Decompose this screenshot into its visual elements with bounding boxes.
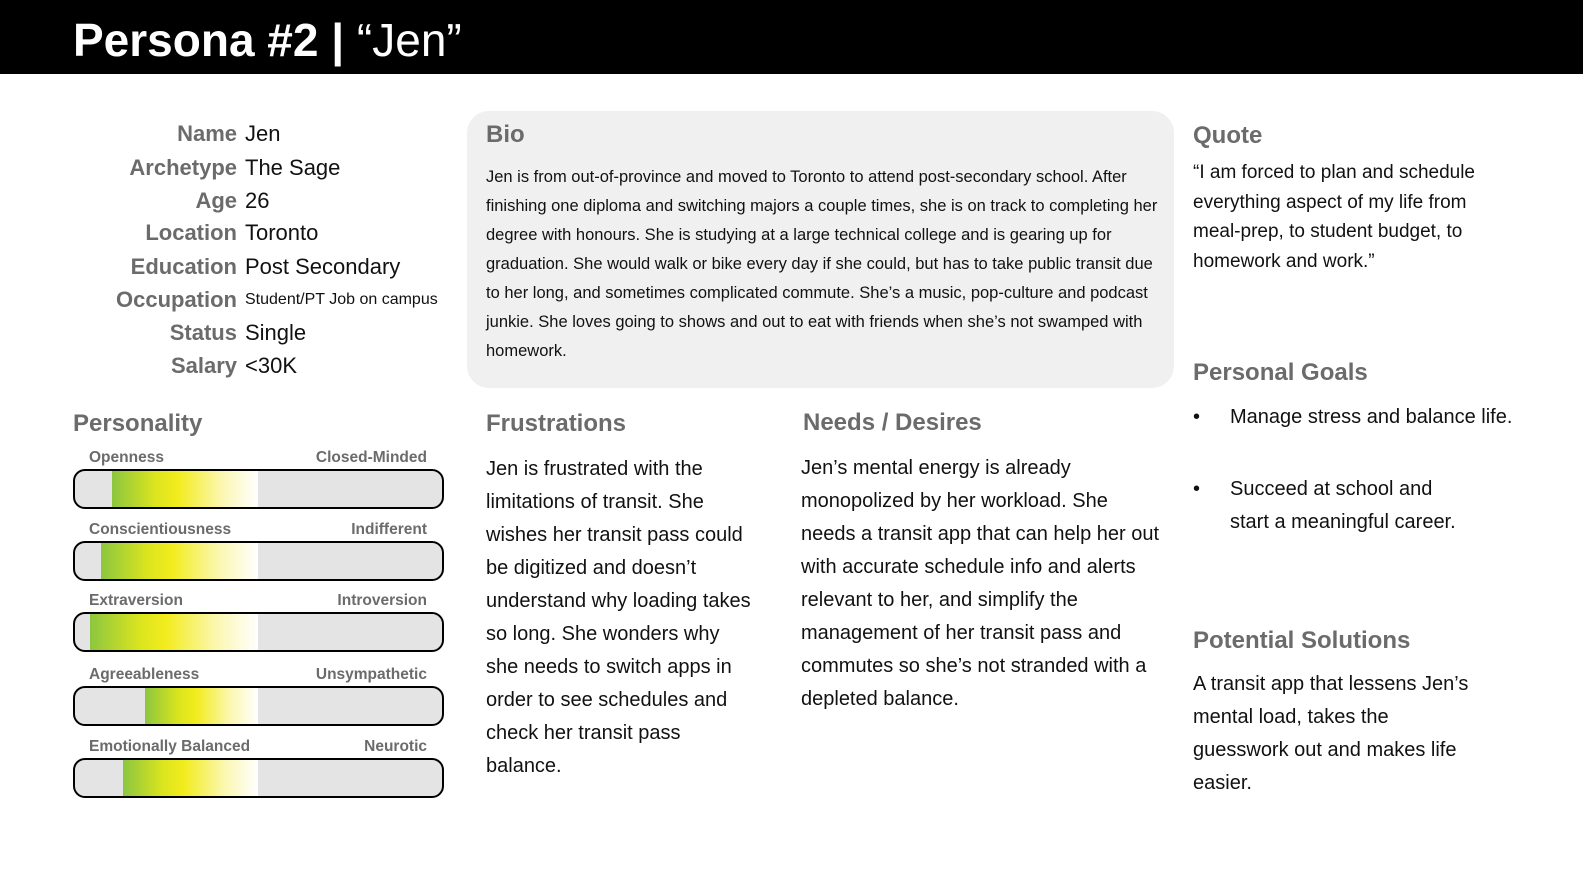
info-row-status bbox=[60, 316, 480, 349]
bio-card bbox=[467, 111, 1174, 388]
info-value: Student/PT Job on campus bbox=[245, 291, 438, 308]
trait-left-label: Conscientiousness bbox=[89, 521, 232, 538]
info-value: Single bbox=[245, 320, 307, 345]
info-label: Location bbox=[145, 220, 237, 245]
info-label: Age bbox=[195, 188, 237, 213]
info-value: Post Secondary bbox=[245, 254, 401, 279]
trait-right-label: Indifferent bbox=[351, 521, 427, 538]
info-label: Education bbox=[130, 254, 237, 279]
needs-text: Jen’s mental energy is already monopolized by her workload. She needs a transit app that can help her out with accurate schedule info and alerts relevant to her, and simplify the management of her transit pass and commutes so she’s not stranded with a depleted balance. bbox=[801, 457, 1160, 710]
info-label: Salary bbox=[170, 353, 237, 378]
trait-slider-track bbox=[73, 686, 444, 726]
needs-heading: Needs / Desires bbox=[803, 409, 982, 436]
trait-right-label: Neurotic bbox=[364, 738, 427, 755]
info-value: 26 bbox=[245, 188, 270, 213]
trait-slider-fill bbox=[90, 614, 259, 650]
personality-heading: Personality bbox=[73, 410, 203, 437]
solutions-text: A transit app that lessens Jen’s mental load, takes the guesswork out and makes life easier. bbox=[1193, 673, 1469, 794]
trait-slider-fill bbox=[101, 543, 259, 579]
info-value: The Sage bbox=[245, 155, 341, 180]
info-row-name bbox=[60, 117, 480, 150]
quote-heading: Quote bbox=[1193, 122, 1263, 149]
trait-slider-track bbox=[73, 469, 444, 509]
header-bar bbox=[0, 0, 1583, 74]
trait-right-label: Unsympathetic bbox=[315, 666, 427, 683]
trait-left-label: Emotionally Balanced bbox=[89, 738, 251, 755]
trait-labels bbox=[89, 738, 427, 756]
trait-left-label: Extraversion bbox=[89, 592, 183, 609]
bio-heading: Bio bbox=[486, 121, 525, 148]
info-value: Jen bbox=[245, 121, 281, 146]
info-value: <30K bbox=[245, 353, 297, 378]
info-row-archetype bbox=[60, 151, 480, 184]
info-value: Toronto bbox=[245, 220, 319, 245]
trait-left-label: Agreeableness bbox=[89, 666, 200, 683]
bullet-icon: • bbox=[1193, 478, 1201, 500]
list-item bbox=[1193, 401, 1533, 473]
title-persona-number: Persona #2 | bbox=[73, 14, 345, 66]
info-row-occupation bbox=[60, 283, 480, 316]
trait-labels bbox=[89, 592, 427, 610]
trait-right-label: Closed-Minded bbox=[315, 449, 427, 466]
trait-slider-track bbox=[73, 758, 444, 798]
goal-text: Manage stress and balance life. bbox=[1230, 406, 1513, 428]
list-item bbox=[1193, 473, 1533, 572]
page-title bbox=[73, 10, 462, 70]
trait-right-label: Introversion bbox=[337, 592, 427, 609]
trait-labels bbox=[89, 521, 427, 539]
trait-labels bbox=[89, 666, 427, 684]
trait-left-label: Openness bbox=[89, 449, 164, 466]
frustrations-text: Jen is frustrated with the limitations of transit. She wishes her transit pass could be digitized and doesn’t understand why loading takes so long. She wonders why she needs to switch apps in order to see schedules and check her transit pass balance. bbox=[486, 458, 751, 777]
info-label: Archetype bbox=[129, 155, 237, 180]
trait-slider-track bbox=[73, 541, 444, 581]
trait-slider-fill bbox=[112, 471, 259, 507]
info-label: Occupation bbox=[115, 287, 237, 312]
info-row-age bbox=[60, 184, 480, 217]
goal-text: Succeed at school and start a meaningful career. bbox=[1230, 478, 1456, 533]
trait-slider-fill bbox=[123, 760, 259, 796]
trait-slider-track bbox=[73, 612, 444, 652]
trait-labels bbox=[89, 449, 427, 467]
info-label: Status bbox=[169, 320, 237, 345]
bullet-icon: • bbox=[1193, 406, 1201, 428]
trait-slider-fill bbox=[145, 688, 259, 724]
info-row-location bbox=[60, 216, 480, 249]
info-label: Name bbox=[177, 121, 237, 146]
quote-text: “I am forced to plan and schedule everything aspect of my life from meal-prep, to student budget, to homework and work.” bbox=[1193, 162, 1476, 272]
info-row-education bbox=[60, 250, 480, 283]
solutions-heading: Potential Solutions bbox=[1193, 627, 1411, 654]
frustrations-heading: Frustrations bbox=[486, 410, 627, 437]
info-row-salary bbox=[60, 349, 480, 382]
bio-text: Jen is from out-of-province and moved to Toronto to attend post-secondary school. After finishing one diploma and switching majors a couple times, she is on track to completing her degree with honours. She is studying at a large technical college and is gearing up for graduation. She would walk or bike every day if she could, but has to take public transit due to her long, and sometimes complicated commute. She’s a music, pop-culture and podcast junkie. She loves going to shows and out to eat with friends when she’s not swamped with homework. bbox=[486, 168, 1158, 360]
goals-heading: Personal Goals bbox=[1193, 359, 1368, 386]
title-persona-name: “Jen” bbox=[356, 14, 462, 66]
